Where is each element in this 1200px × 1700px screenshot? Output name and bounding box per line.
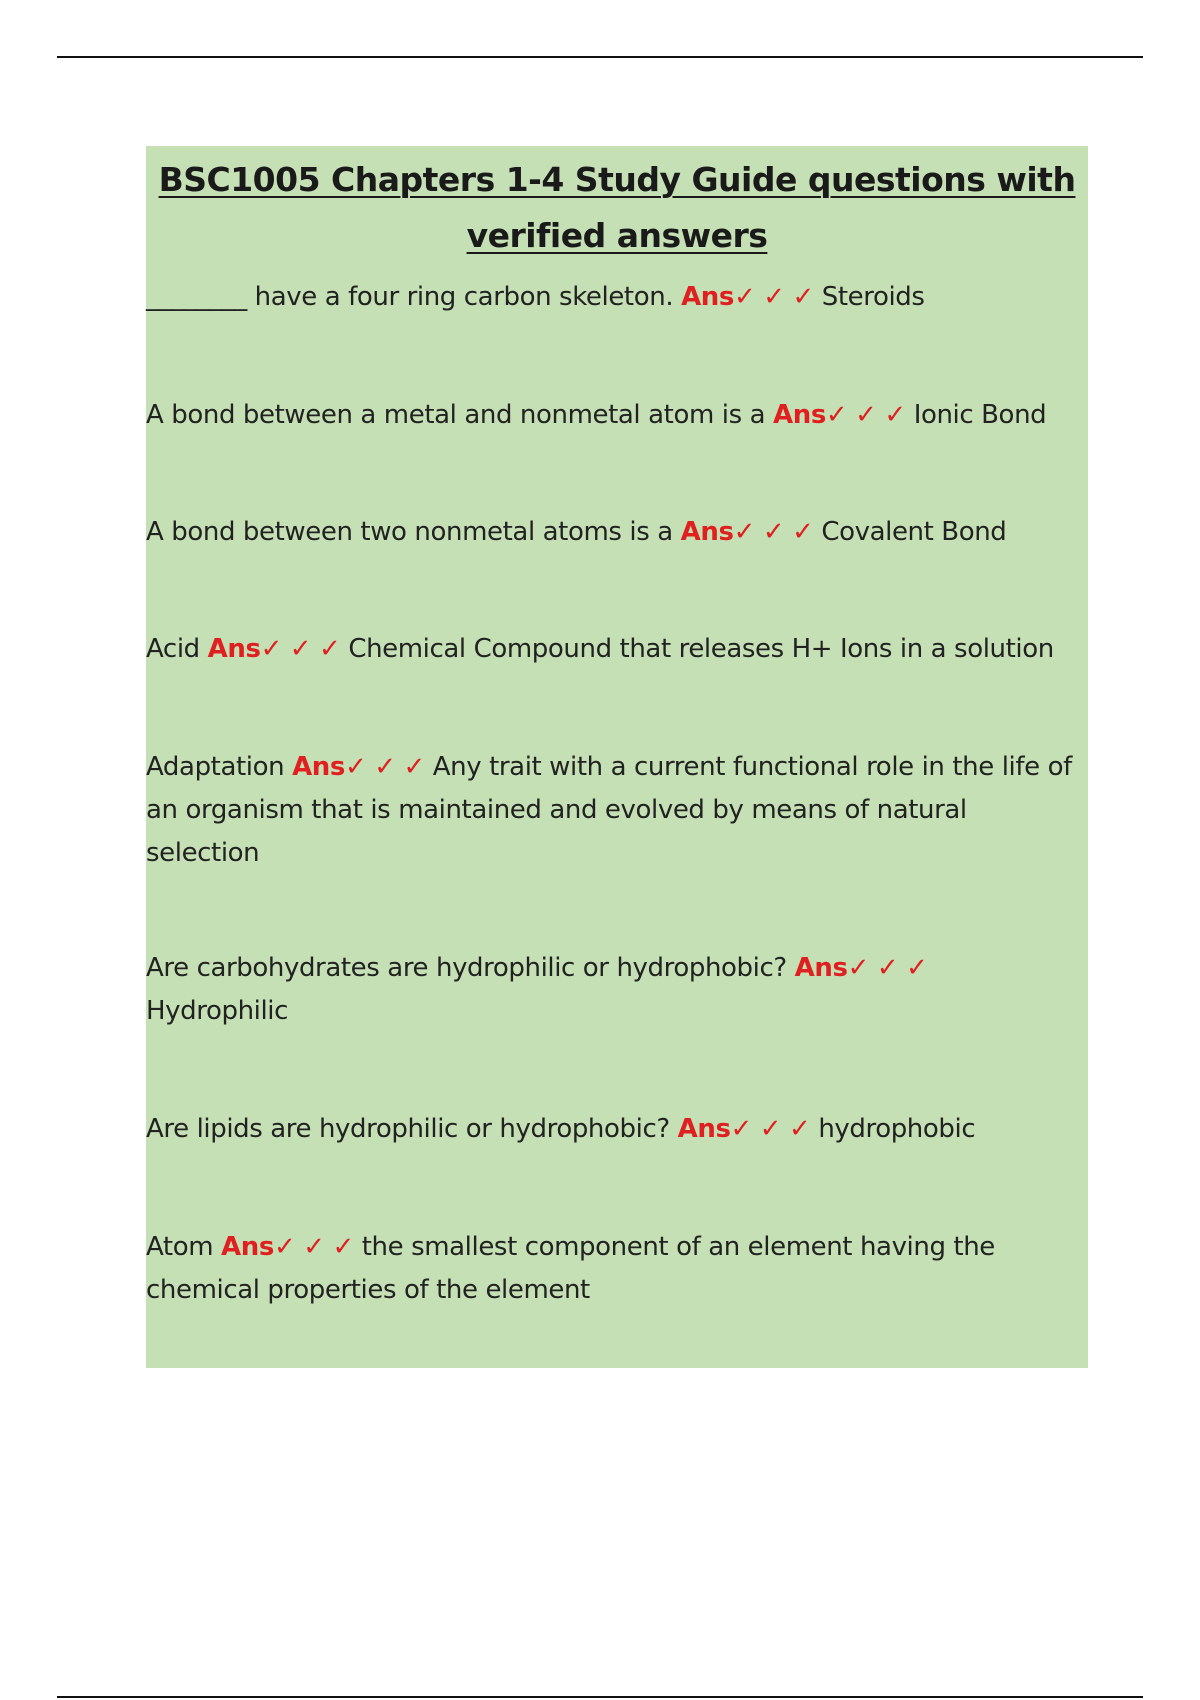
check-marks-icon: ✓ ✓ ✓ [260, 634, 341, 664]
question-text: ________ have a four ring carbon skeleton. [146, 282, 674, 312]
qa-item [146, 947, 1076, 1033]
question-text: Are carbohydrates are hydrophilic or hydrophobic? [146, 953, 787, 983]
qa-item [146, 511, 1076, 554]
header-rule [57, 56, 1143, 58]
check-marks-icon: ✓ ✓ ✓ [730, 1114, 811, 1144]
answer-text: Steroids [821, 282, 925, 312]
qa-item [146, 628, 1076, 671]
qa-item [146, 746, 1076, 875]
check-marks-icon: ✓ ✓ ✓ [825, 400, 906, 430]
answer-text: Hydrophilic [146, 996, 289, 1026]
document-title: BSC1005 Chapters 1-4 Study Guide questions with verified answers [158, 160, 1076, 255]
ans-label: Ans [677, 1114, 731, 1144]
question-text: A bond between two nonmetal atoms is a [146, 517, 673, 547]
question-text: Adaptation [146, 752, 285, 782]
footer-rule [57, 1696, 1143, 1698]
qa-item [146, 1108, 1076, 1151]
answer-text: hydrophobic [818, 1114, 976, 1144]
answer-text: Chemical Compound that releases H+ Ions in a solution [348, 634, 1054, 664]
study-guide-panel [146, 146, 1088, 1368]
ans-label: Ans [773, 400, 826, 430]
check-marks-icon: ✓ ✓ ✓ [847, 953, 928, 983]
ans-label: Ans [794, 953, 848, 983]
question-text: Acid [146, 634, 200, 664]
ans-label: Ans [207, 634, 261, 664]
check-marks-icon: ✓ ✓ ✓ [733, 517, 814, 547]
check-marks-icon: ✓ ✓ ✓ [733, 282, 814, 312]
answer-text: Any trait with a current functional role in the life of an organism that is maintained and evolved by means of natural selection [146, 752, 1072, 868]
qa-item [146, 276, 1076, 319]
ans-label: Ans [292, 752, 345, 782]
question-text: Atom [146, 1232, 214, 1262]
answer-text: Covalent Bond [821, 517, 1007, 547]
ans-label: Ans [221, 1232, 274, 1262]
ans-label: Ans [680, 517, 734, 547]
question-text: A bond between a metal and nonmetal atom is a [146, 400, 766, 430]
answer-text: the smallest component of an element having the chemical properties of the element [146, 1232, 995, 1305]
qa-item [146, 1226, 1076, 1312]
check-marks-icon: ✓ ✓ ✓ [273, 1232, 354, 1262]
check-marks-icon: ✓ ✓ ✓ [345, 752, 425, 782]
qa-item [146, 394, 1076, 437]
question-text: Are lipids are hydrophilic or hydrophobic? [146, 1114, 670, 1144]
ans-label: Ans [681, 282, 734, 312]
answer-text: Ionic Bond [913, 400, 1047, 430]
